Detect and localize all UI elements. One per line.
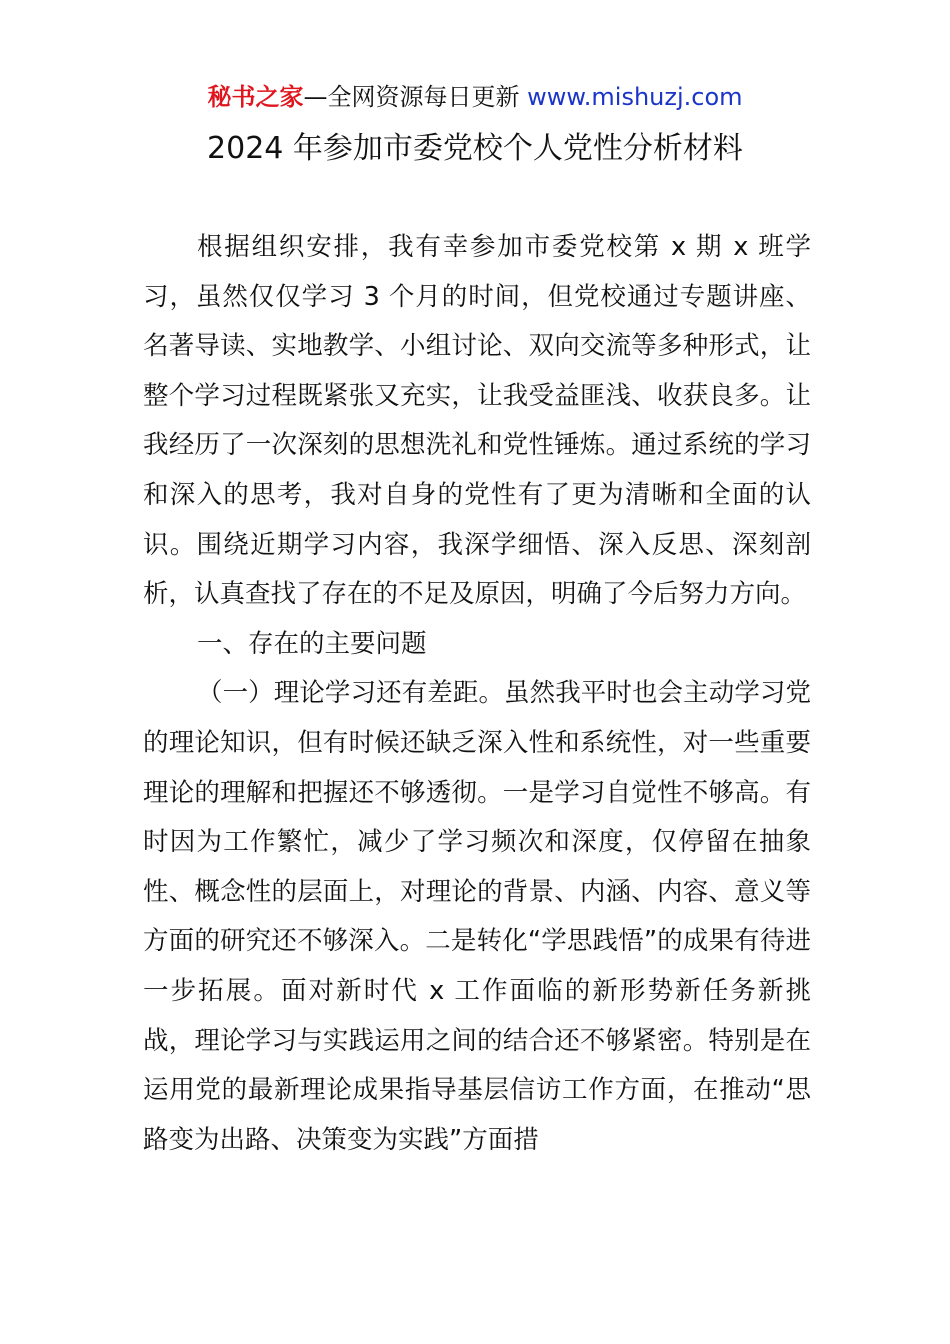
site-header — [0, 80, 950, 114]
brand-name: 秘书之家 — [207, 83, 304, 111]
header-slogan: —全网资源每日更新 — [303, 83, 528, 111]
intro-paragraph: 根据组织安排，我有幸参加市委党校第 x 期 x 班学习，虽然仅仅学习 3 个月的时间，但党校通过专题讲座、名著导读、实地教学、小组讨论、双向交流等多种形式，让整个学习过程既紧张又充实，让我受益匪浅、收获良多。让我经历了一次深刻的思想洗礼和党性锤炼。通过系统的学习和深入的思考，我对自身的党性有了更为清晰和全面的认识。围绕近期学习内容，我深学细悟、深入反思、深刻剖析，认真查找了存在的不足及原因，明确了今后努力方向。 — [143, 232, 811, 610]
document-title: 2024 年参加市委党校个人党性分析材料 — [207, 131, 743, 166]
site-url-link[interactable]: www.mishuzj.com — [527, 83, 743, 111]
document-body — [143, 223, 811, 1165]
section-paragraph: （一）理论学习还有差距。虽然我平时也会主动学习党的理论知识，但有时候还缺乏深入性和系统性，对一些重要理论的理解和把握还不够透彻。一是学习自觉性不够高。有时因为工作繁忙，减少了学习频次和深度，仅停留在抽象性、概念性的层面上，对理论的背景、内涵、内容、意义等方面的研究还不够深入。二是转化“学思践悟”的成果有待进一步拓展。面对新时代 x 工作面临的新形势新任务新挑战，理论学习与实践运用之间的结合还不够紧密。特别是在运用党的最新理论成果指导基层信访工作方面，在推动“思路变为出路、决策变为实践”方面措 — [143, 678, 811, 1155]
section-heading: 一、存在的主要问题 — [197, 628, 427, 659]
